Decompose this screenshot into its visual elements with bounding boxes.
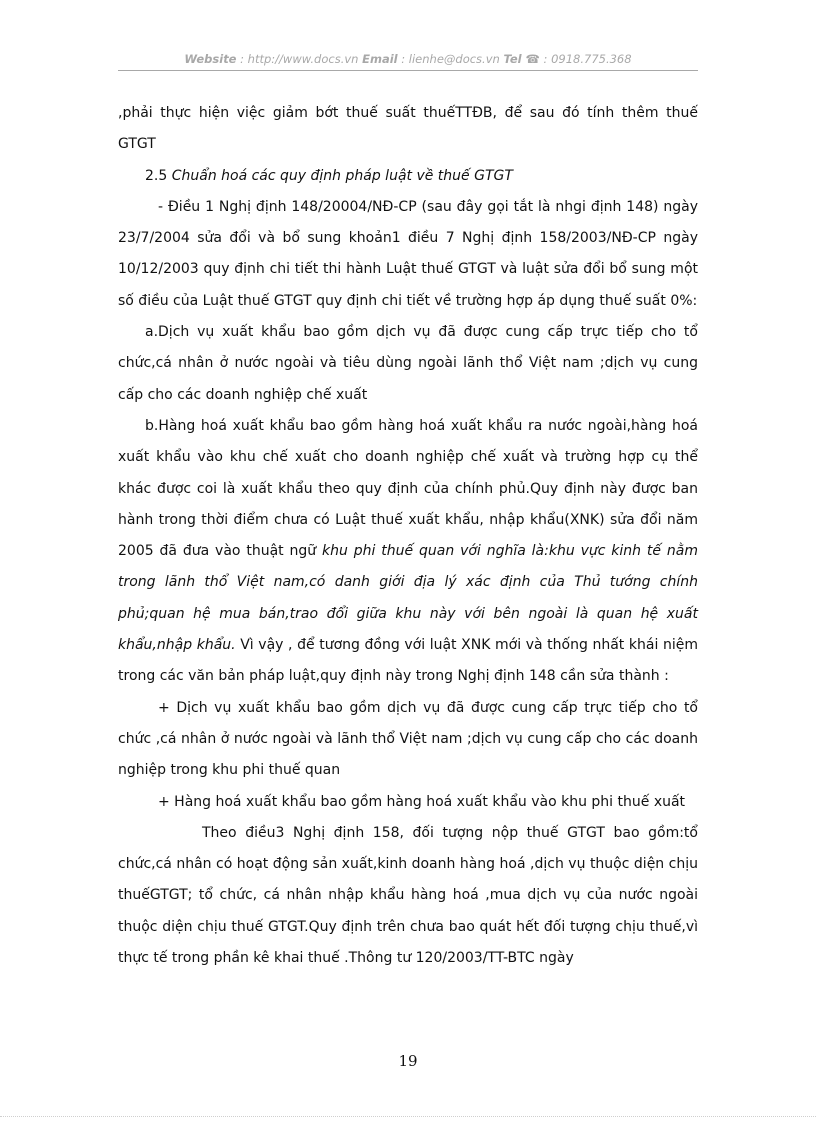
tel-value: : 0918.775.368 xyxy=(539,52,632,66)
page-bottom-border xyxy=(0,1116,816,1117)
tel-label: Tel ☎ xyxy=(503,52,540,66)
item-b-text: b.Hàng hoá xuất khẩu bao gồm hàng hoá xuất khẩu ra nước ngoài,hàng hoá xuất khẩu vào khu chế xuất cho doanh nghiệp chế xuất và trường hợp cụ thể khác được coi là xuất khẩu theo quy định của chính phủ.Quy định này được ban hành trong thời điểm chưa có Luật thuế xuất khẩu, nhập khẩu(XNK) sửa đổi năm 2005 đã đưa vào thuật ngữ xyxy=(118,417,698,560)
paragraph-line: GTGT xyxy=(118,136,156,153)
paragraph-article-1: - Điều 1 Nghị định 148/20004/NĐ-CP (sau đây gọi tắt là nhgi định 148) ngày 23/7/2004 sửa đổi và bổ sung khoản1 điều 7 Nghị định 158/2003/NĐ-CP ngày 10/12/2003 quy định chi tiết thi hành Luật thuế GTGT và luật sửa đổi bổ sung một số điều của Luật thuế GTGT quy định chi tiết về trường hợp áp dụng thuế suất 0%: xyxy=(118,198,698,309)
email-label: Email xyxy=(362,52,398,66)
item-b-italic-definition: khu phi thuế quan với nghĩa là:khu vực kinh tế nằm trong lãnh thổ Việt nam,có danh giới địa lý xác định của Thủ tướng chính phủ;quan hệ mua bán,trao đổi giữa khu này với bên ngoài là quan hệ xuất khẩu,nhập khẩu. xyxy=(118,543,698,654)
paragraph-bullet-goods: + Hàng hoá xuất khẩu bao gồm hàng hoá xuất khẩu vào khu phi thuế xuất xyxy=(158,793,686,810)
header-divider xyxy=(118,70,698,71)
paragraph-item-a: a.Dịch vụ xuất khẩu bao gồm dịch vụ đã được cung cấp trực tiếp cho tổ chức,cá nhân ở nước ngoài và tiêu dùng ngoài lãnh thổ Việt nam ;dịch vụ cung cấp cho các doanh nghiệp chế xuất xyxy=(118,324,698,403)
paragraph-continuation xyxy=(118,98,698,161)
paragraph-item-b xyxy=(118,411,698,693)
paragraph-bullet-services: + Dịch vụ xuất khẩu bao gồm dịch vụ đã được cung cấp trực tiếp cho tổ chức ,cá nhân ở nước ngoài và lãnh thổ Việt nam ;dịch vụ cung cấp cho các doanh nghiệp trong khu phi thuế quan xyxy=(118,699,698,779)
section-heading xyxy=(118,161,698,192)
paragraph-taxpayers: Theo điều3 Nghị định 158, đối tượng nộp thuế GTGT bao gồm:tổ chức,cá nhân có hoạt động sản xuất,kinh doanh hàng hoá ,dịch vụ thuộc diện chịu thuếGTGT; tổ chức, cá nhân nhập khẩu hàng hoá ,mua dịch vụ của nước ngoài thuộc diện chịu thuế GTGT.Quy định trên chưa bao quát hết đối tượng chịu thuế,vì thực tế trong phần kê khai thuế .Thông tư 120/2003/TT-BTC ngày xyxy=(118,824,698,967)
website-value: : http://www.docs.vn xyxy=(236,52,363,66)
paragraph-line: ,phải thực hiện việc giảm bớt thuế suất thuếTTĐB, để sau đó tính thêm thuế xyxy=(118,105,698,121)
section-title: Chuẩn hoá các quy định pháp luật về thuế GTGT xyxy=(171,167,513,184)
page-number: 19 xyxy=(398,1052,418,1070)
email-value: : lienhe@docs.vn xyxy=(397,52,504,66)
page-header xyxy=(118,52,698,66)
item-b-tail: Vì vậy , để tương đồng với luật XNK mới và thống nhất khái niệm trong các văn bản pháp luật,quy định này trong Nghị định 148 cần sửa thành : xyxy=(118,637,698,685)
section-number: 2.5 xyxy=(145,167,172,184)
document-body xyxy=(118,98,698,974)
website-label: Website xyxy=(184,52,237,66)
